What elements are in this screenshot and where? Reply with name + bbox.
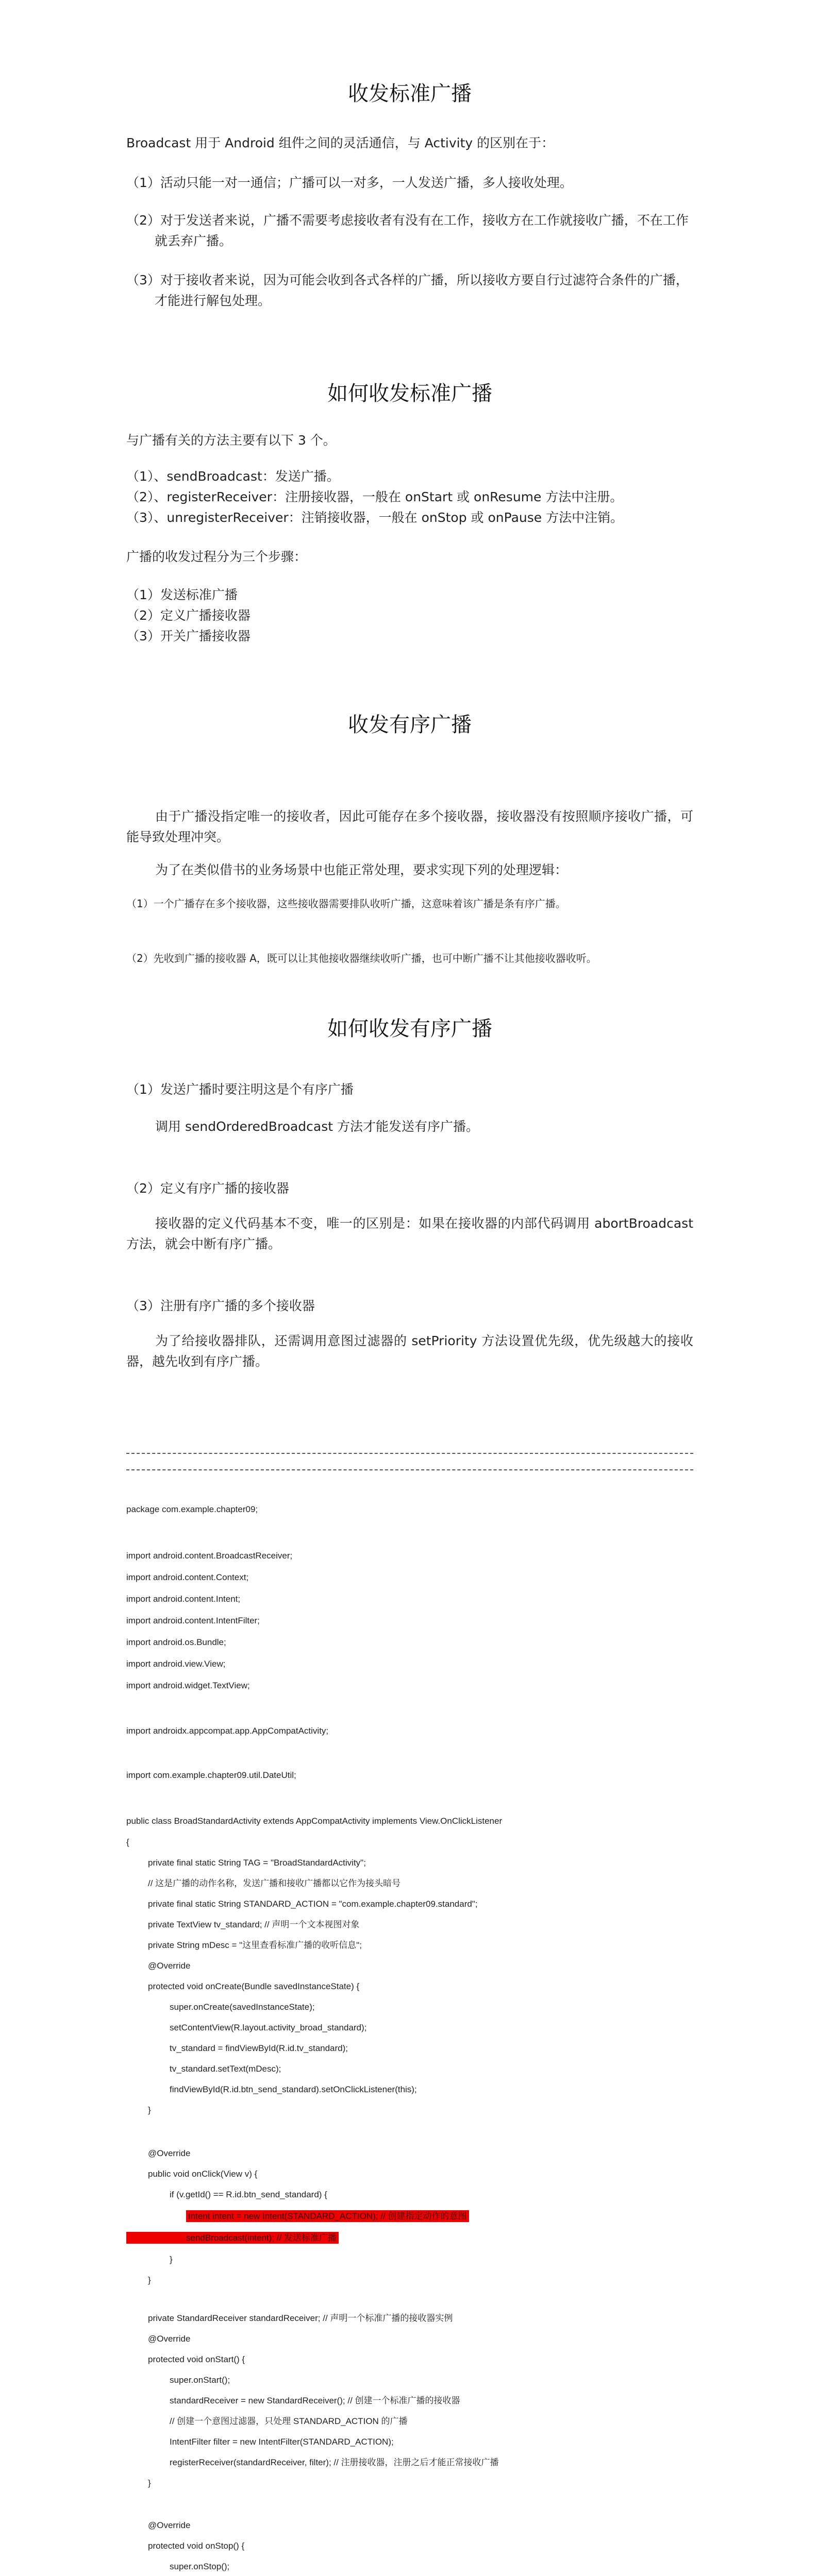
- code-line-highlighted: [186, 2211, 469, 2222]
- steps-intro: 广播的收发过程分为三个步骤：: [126, 549, 307, 564]
- code-line: {: [126, 1837, 129, 1847]
- point-2: （2）对于发送者来说，广播不需要考虑接收者有没有在工作，接收方在工作就接收广播，不在工作就丢弃广播。: [126, 213, 689, 248]
- dashed-separator: [126, 1469, 693, 1470]
- code-line: import android.content.Intent;: [126, 1594, 241, 1604]
- section4-body: [126, 1079, 693, 1372]
- step1-heading: （1）发送广播时要注明这是个有序广播: [126, 1082, 354, 1097]
- step2-heading: （2）定义有序广播的接收器: [126, 1181, 289, 1196]
- code-line: private StandardReceiver standardReceiver; // 声明一个标准广播的接收器实例: [148, 2313, 453, 2323]
- intro-text: 与广播有关的方法主要有以下 3 个。: [126, 433, 336, 448]
- code-line: @Override: [148, 2520, 191, 2530]
- step-2: （2）定义广播接收器: [126, 608, 251, 623]
- code-line: import android.os.Bundle;: [126, 1637, 226, 1647]
- code-line: public class BroadStandardActivity extends AppCompatActivity implements View.OnClickListener: [126, 1816, 503, 1826]
- section-ordered-broadcast: [126, 708, 693, 738]
- section3-body: [126, 806, 693, 967]
- code-line: @Override: [148, 2148, 191, 2158]
- code-line: super.onStop();: [170, 2562, 230, 2571]
- code-line: }: [170, 2255, 173, 2264]
- code-line: import android.content.IntentFilter;: [126, 1616, 260, 1625]
- code-line: import androidx.appcompat.app.AppCompatActivity;: [126, 1726, 329, 1736]
- code-line: import android.content.BroadcastReceiver;: [126, 1551, 293, 1561]
- section-how-standard: [126, 377, 693, 406]
- step3-text: 为了给接收器排队，还需调用意图过滤器的 setPriority 方法设置优先级，优先级越大的接收器，越先收到有序广播。: [126, 1333, 693, 1369]
- note-2: （2）先收到广播的接收器 A，既可以让其他接收器继续收听广播，也可中断广播不让其他接收器收听。: [126, 952, 597, 964]
- dashed-separator: [126, 1453, 693, 1454]
- code-line: // 这是广播的动作名称，发送广播和接收广播都以它作为接头暗号: [148, 1878, 401, 1888]
- code-line: }: [148, 2275, 151, 2285]
- method-1: （1）、sendBroadcast：发送广播。: [126, 469, 340, 484]
- code-line: setContentView(R.layout.activity_broad_standard);: [170, 2023, 367, 2032]
- code-line: super.onStart();: [170, 2375, 230, 2385]
- intro-text: Broadcast 用于 Android 组件之间的灵活通信，与 Activity 的区别在于：: [126, 135, 555, 150]
- code-line: private final static String STANDARD_ACTION = "com.example.chapter09.standard";: [148, 1899, 478, 1909]
- code-line: registerReceiver(standardReceiver, filter); // 注册接收器，注册之后才能正常接收广播: [170, 2458, 499, 2467]
- code-line: private TextView tv_standard; // 声明一个文本视图对象: [148, 1920, 360, 1929]
- code-line: @Override: [148, 1961, 191, 1971]
- code-line: if (v.getId() == R.id.btn_send_standard) {: [170, 2190, 327, 2199]
- code-line: tv_standard = findViewById(R.id.tv_standard);: [170, 2043, 348, 2053]
- section2-body: [126, 430, 693, 647]
- paragraph-1: 由于广播没指定唯一的接收者，因此可能存在多个接收器，接收器没有按照顺序接收广播，可能导致处理冲突。: [126, 809, 693, 844]
- code-line: private final static String TAG = "BroadStandardActivity";: [148, 1858, 366, 1868]
- code-line: tv_standard.setText(mDesc);: [170, 2064, 281, 2074]
- code-line: public void onClick(View v) {: [148, 2169, 258, 2179]
- code-line: protected void onStart() {: [148, 2354, 245, 2364]
- step3-heading: （3）注册有序广播的多个接收器: [126, 1298, 315, 1313]
- note-1: （1）一个广播存在多个接收器，这些接收器需要排队收听广播，这意味着该广播是条有序广播。: [126, 897, 566, 910]
- code-line: protected void onCreate(Bundle savedInstanceState) {: [148, 1981, 360, 1991]
- code-line-highlighted: [126, 2233, 339, 2243]
- point-1: （1）活动只能一对一通信；广播可以一对多，一人发送广播，多人接收处理。: [126, 175, 573, 190]
- code-line: import android.widget.TextView;: [126, 1681, 250, 1690]
- code-line: standardReceiver = new StandardReceiver(); // 创建一个标准广播的接收器: [170, 2396, 460, 2405]
- section1-body: [126, 133, 693, 311]
- step-1: （1）发送标准广播: [126, 587, 238, 602]
- method-3: （3）、unregisterReceiver：注销接收器，一般在 onStop 或 onPause 方法中注销。: [126, 510, 624, 525]
- code-line: package com.example.chapter09;: [126, 1504, 258, 1514]
- code-line: // 创建一个意图过滤器，只处理 STANDARD_ACTION 的广播: [170, 2416, 408, 2426]
- highlighted-code: Intent intent = new Intent(STANDARD_ACTION); // 创建指定动作的意图: [186, 2210, 469, 2222]
- method-2: （2）、registerReceiver：注册接收器，一般在 onStart 或 onResume 方法中注册。: [126, 489, 623, 504]
- code-line: }: [148, 2105, 151, 2115]
- code-line: private String mDesc = "这里查看标准广播的收听信息";: [148, 1940, 362, 1950]
- point-3: （3）对于接收者来说，因为可能会收到各式各样的广播，所以接收方要自行过滤符合条件的广播，才能进行解包处理。: [126, 273, 689, 308]
- section-standard-broadcast: [126, 77, 693, 107]
- code-line: super.onCreate(savedInstanceState);: [170, 2002, 315, 2012]
- section-title: 如何收发标准广播: [327, 382, 492, 405]
- section-title: 如何收发有序广播: [327, 1017, 492, 1041]
- code-line: import com.example.chapter09.util.DateUtil;: [126, 1770, 296, 1780]
- step2-text: 接收器的定义代码基本不变，唯一的区别是：如果在接收器的内部代码调用 abortBroadcast 方法，就会中断有序广播。: [126, 1216, 693, 1251]
- code-line: import android.view.View;: [126, 1659, 226, 1669]
- code-line: IntentFilter filter = new IntentFilter(STANDARD_ACTION);: [170, 2437, 394, 2447]
- code-line: import android.content.Context;: [126, 1572, 249, 1582]
- step-3: （3）开关广播接收器: [126, 629, 251, 643]
- code-line: }: [148, 2478, 151, 2488]
- section-how-ordered: [126, 1012, 693, 1042]
- step1-text: 调用 sendOrderedBroadcast 方法才能发送有序广播。: [155, 1119, 479, 1134]
- section-title: 收发有序广播: [348, 713, 472, 737]
- section-title: 收发标准广播: [348, 82, 472, 106]
- paragraph-2: 为了在类似借书的业务场景中也能正常处理，要求实现下列的处理逻辑：: [155, 862, 568, 877]
- code-line: findViewById(R.id.btn_send_standard).setOnClickListener(this);: [170, 2084, 417, 2094]
- highlighted-code: sendBroadcast(intent); // 发送标准广播: [126, 2232, 339, 2244]
- code-line: @Override: [148, 2334, 191, 2344]
- code-line: protected void onStop() {: [148, 2541, 245, 2551]
